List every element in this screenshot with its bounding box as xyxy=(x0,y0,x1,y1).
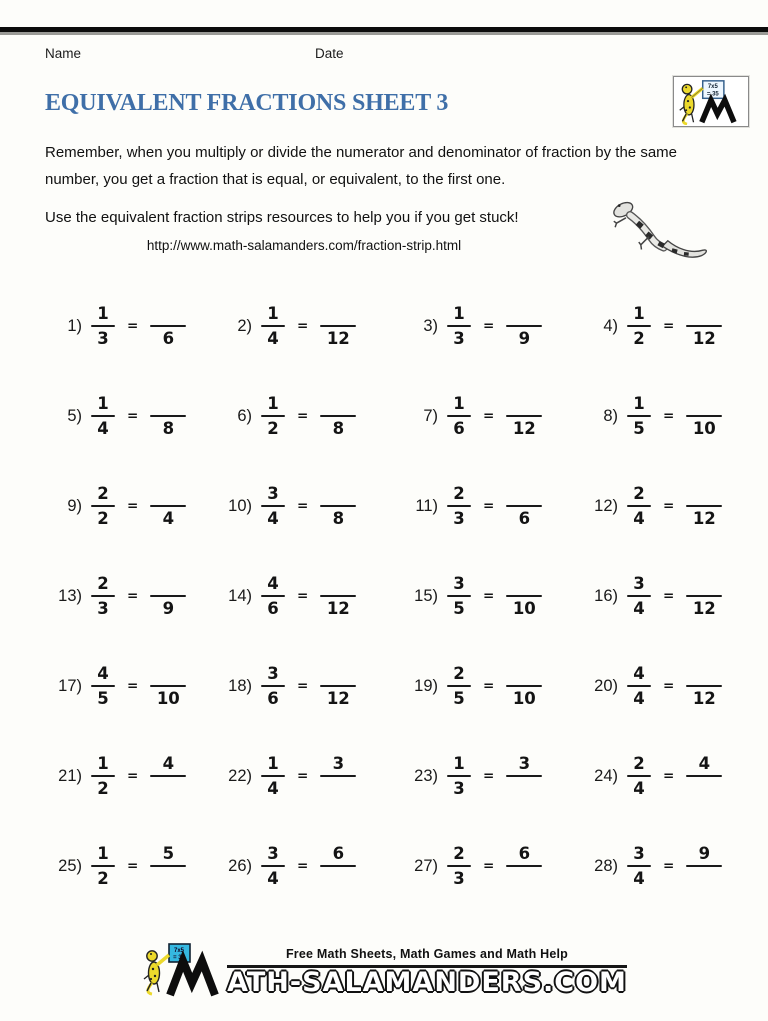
header-row xyxy=(0,46,768,64)
given-fraction xyxy=(261,662,285,711)
fraction-numerator: 4 xyxy=(633,663,645,683)
given-fraction xyxy=(91,842,115,891)
answer-fraction[interactable] xyxy=(686,842,722,891)
answer-fraction[interactable] xyxy=(506,392,542,441)
fraction-numerator: 4 xyxy=(267,573,279,593)
problem xyxy=(406,392,586,441)
problem xyxy=(406,752,586,801)
answer-fraction[interactable] xyxy=(686,572,722,621)
problem-number: 7) xyxy=(423,406,438,425)
problem-number: 12) xyxy=(594,496,618,515)
equals-sign: = xyxy=(297,768,309,784)
problem-number: 10) xyxy=(228,496,252,515)
given-fraction xyxy=(447,662,471,711)
problem-number: 4) xyxy=(603,316,618,335)
given-fraction xyxy=(91,392,115,441)
given-fraction xyxy=(627,842,651,891)
answer-denominator[interactable]: 12 xyxy=(692,329,716,349)
problem-number: 16) xyxy=(594,586,618,605)
fraction-numerator: 2 xyxy=(453,843,465,863)
fraction-numerator: 3 xyxy=(453,573,465,593)
fraction-numerator: 2 xyxy=(97,483,109,503)
problem-number: 26) xyxy=(228,856,252,875)
problem-number: 1) xyxy=(67,316,82,335)
fraction-numerator: 1 xyxy=(97,753,109,773)
problem-number: 11) xyxy=(415,496,438,515)
answer-fraction[interactable] xyxy=(320,572,356,621)
problem-number: 20) xyxy=(594,676,618,695)
answer-fraction[interactable] xyxy=(320,752,356,801)
answer-fraction[interactable] xyxy=(150,752,186,801)
given-fraction xyxy=(627,302,651,351)
problem-number: 8) xyxy=(603,406,618,425)
problems-grid xyxy=(50,291,768,901)
problem xyxy=(586,662,746,711)
answer-numerator[interactable] xyxy=(161,302,175,325)
fraction-numerator: 1 xyxy=(267,303,279,323)
answer-numerator[interactable] xyxy=(517,572,531,595)
page-title: EQUIVALENT FRACTIONS SHEET 3 xyxy=(45,90,449,116)
answer-numerator[interactable]: 9 xyxy=(698,843,711,863)
answer-numerator[interactable]: 3 xyxy=(518,753,531,773)
svg-text:= 35: = 35 xyxy=(706,91,719,98)
answer-fraction[interactable] xyxy=(506,842,542,891)
problem xyxy=(220,482,406,531)
equals-sign: = xyxy=(297,588,309,604)
answer-numerator[interactable] xyxy=(161,482,175,505)
answer-numerator[interactable] xyxy=(331,662,345,685)
answer-fraction[interactable] xyxy=(150,482,186,531)
fraction-numerator: 1 xyxy=(267,393,279,413)
problem xyxy=(406,572,586,621)
resource-url: http://www.math-salamanders.com/fraction-strip.html xyxy=(146,237,462,253)
answer-fraction[interactable] xyxy=(320,662,356,711)
problem xyxy=(586,302,746,351)
fraction-denominator: 2 xyxy=(97,779,109,799)
answer-denominator[interactable]: 10 xyxy=(692,419,716,439)
problem-number: 22) xyxy=(228,766,252,785)
equals-sign: = xyxy=(663,768,675,784)
given-fraction xyxy=(627,662,651,711)
answer-numerator[interactable] xyxy=(161,392,175,415)
fraction-numerator: 3 xyxy=(267,663,279,683)
problem-number: 17) xyxy=(58,676,82,695)
given-fraction xyxy=(91,572,115,621)
given-fraction xyxy=(627,482,651,531)
answer-fraction[interactable] xyxy=(150,572,186,621)
answer-numerator[interactable]: 4 xyxy=(162,753,175,773)
answer-numerator[interactable] xyxy=(331,302,345,325)
answer-denominator[interactable]: 12 xyxy=(692,509,716,529)
equals-sign: = xyxy=(127,768,139,784)
answer-denominator[interactable]: 8 xyxy=(162,419,175,439)
answer-fraction[interactable] xyxy=(686,482,722,531)
fraction-denominator: 4 xyxy=(633,509,645,529)
answer-denominator[interactable] xyxy=(161,867,175,890)
fraction-denominator: 6 xyxy=(267,689,279,709)
problem-number: 24) xyxy=(594,766,618,785)
answer-fraction[interactable] xyxy=(686,662,722,711)
hint-row xyxy=(45,207,723,275)
fraction-numerator: 1 xyxy=(97,303,109,323)
answer-denominator[interactable]: 6 xyxy=(518,509,531,529)
answer-fraction[interactable] xyxy=(506,752,542,801)
answer-numerator[interactable]: 6 xyxy=(332,843,345,863)
fraction-denominator: 6 xyxy=(453,419,465,439)
problem-number: 9) xyxy=(67,496,82,515)
fraction-numerator: 3 xyxy=(633,843,645,863)
fraction-numerator: 1 xyxy=(633,393,645,413)
svg-text:7x5: 7x5 xyxy=(174,948,185,954)
answer-fraction[interactable] xyxy=(506,482,542,531)
fraction-denominator: 6 xyxy=(267,599,279,619)
equals-sign: = xyxy=(483,858,495,874)
equals-sign: = xyxy=(663,588,675,604)
problem-number: 25) xyxy=(58,856,82,875)
answer-denominator[interactable] xyxy=(517,777,531,800)
given-fraction xyxy=(447,392,471,441)
problem-number: 15) xyxy=(414,586,438,605)
answer-denominator[interactable]: 12 xyxy=(692,599,716,619)
problem xyxy=(586,842,746,891)
problem xyxy=(220,662,406,711)
answer-fraction[interactable] xyxy=(686,302,722,351)
given-fraction xyxy=(91,662,115,711)
answer-denominator[interactable]: 10 xyxy=(512,599,536,619)
answer-denominator[interactable] xyxy=(697,867,711,890)
problem-number: 23) xyxy=(414,766,438,785)
problem-number: 2) xyxy=(237,316,252,335)
fraction-denominator: 4 xyxy=(267,869,279,889)
answer-fraction[interactable] xyxy=(686,392,722,441)
equals-sign: = xyxy=(483,768,495,784)
equals-sign: = xyxy=(297,408,309,424)
answer-denominator[interactable] xyxy=(331,777,345,800)
top-divider xyxy=(0,27,768,35)
fraction-denominator: 3 xyxy=(453,509,465,529)
problem xyxy=(220,572,406,621)
answer-denominator[interactable]: 9 xyxy=(518,329,531,349)
problem xyxy=(220,392,406,441)
given-fraction xyxy=(91,482,115,531)
hint-text: Use the equivalent fraction strips resources to help you if you get stuck! xyxy=(45,209,519,226)
salamander-logo-icon xyxy=(677,79,745,125)
site-logo xyxy=(673,76,749,127)
salamander-footer-icon xyxy=(141,943,233,997)
fraction-denominator: 4 xyxy=(633,599,645,619)
fraction-denominator: 3 xyxy=(453,329,465,349)
answer-numerator[interactable]: 5 xyxy=(162,843,175,863)
problem xyxy=(220,752,406,801)
fraction-numerator: 3 xyxy=(633,573,645,593)
equals-sign: = xyxy=(483,318,495,334)
fraction-denominator: 2 xyxy=(633,329,645,349)
problem xyxy=(406,842,586,891)
equals-sign: = xyxy=(127,678,139,694)
problem xyxy=(406,662,586,711)
fraction-denominator: 3 xyxy=(97,329,109,349)
problem-number: 14) xyxy=(228,586,252,605)
answer-denominator[interactable]: 12 xyxy=(692,689,716,709)
answer-numerator[interactable] xyxy=(331,392,345,415)
answer-fraction[interactable] xyxy=(320,392,356,441)
fraction-denominator: 4 xyxy=(97,419,109,439)
equals-sign: = xyxy=(663,678,675,694)
answer-fraction[interactable] xyxy=(150,302,186,351)
fraction-numerator: 2 xyxy=(453,663,465,683)
problem xyxy=(220,302,406,351)
fraction-numerator: 2 xyxy=(97,573,109,593)
problem xyxy=(586,572,746,621)
given-fraction xyxy=(261,482,285,531)
problem-number: 21) xyxy=(58,766,82,785)
problem-number: 28) xyxy=(594,856,618,875)
answer-numerator[interactable] xyxy=(697,302,711,325)
answer-denominator[interactable] xyxy=(331,867,345,890)
given-fraction xyxy=(261,572,285,621)
footer-sitename: ATH-SALAMANDERS.COM xyxy=(227,966,627,998)
answer-numerator[interactable] xyxy=(517,662,531,685)
equals-sign: = xyxy=(663,498,675,514)
problem xyxy=(50,662,220,711)
equals-sign: = xyxy=(663,858,675,874)
given-fraction xyxy=(447,482,471,531)
fraction-numerator: 1 xyxy=(97,843,109,863)
svg-text:7x5: 7x5 xyxy=(707,83,718,90)
answer-numerator[interactable]: 6 xyxy=(518,843,531,863)
worksheet-page xyxy=(0,27,768,1021)
fraction-numerator: 1 xyxy=(453,753,465,773)
fraction-denominator: 4 xyxy=(267,779,279,799)
fraction-numerator: 3 xyxy=(267,843,279,863)
fraction-denominator: 3 xyxy=(453,869,465,889)
equals-sign: = xyxy=(297,858,309,874)
fraction-denominator: 2 xyxy=(97,509,109,529)
given-fraction xyxy=(447,842,471,891)
svg-text:= 35: = 35 xyxy=(173,955,186,961)
fraction-denominator: 4 xyxy=(633,689,645,709)
equals-sign: = xyxy=(297,498,309,514)
equals-sign: = xyxy=(483,408,495,424)
equals-sign: = xyxy=(127,498,139,514)
answer-denominator[interactable]: 6 xyxy=(162,329,175,349)
answer-denominator[interactable]: 10 xyxy=(512,689,536,709)
fraction-numerator: 1 xyxy=(453,303,465,323)
given-fraction xyxy=(627,752,651,801)
answer-fraction[interactable] xyxy=(150,392,186,441)
problem xyxy=(586,482,746,531)
name-label: Name xyxy=(45,46,82,61)
fraction-denominator: 2 xyxy=(97,869,109,889)
answer-fraction[interactable] xyxy=(686,752,722,801)
answer-fraction[interactable] xyxy=(506,302,542,351)
given-fraction xyxy=(447,752,471,801)
answer-fraction[interactable] xyxy=(320,482,356,531)
fraction-denominator: 4 xyxy=(633,779,645,799)
answer-denominator[interactable]: 10 xyxy=(156,689,180,709)
equals-sign: = xyxy=(663,318,675,334)
answer-denominator[interactable]: 8 xyxy=(332,509,345,529)
answer-fraction[interactable] xyxy=(320,302,356,351)
equals-sign: = xyxy=(663,408,675,424)
given-fraction xyxy=(91,752,115,801)
answer-denominator[interactable]: 12 xyxy=(326,329,350,349)
equals-sign: = xyxy=(127,858,139,874)
answer-numerator[interactable] xyxy=(161,572,175,595)
given-fraction xyxy=(91,302,115,351)
answer-fraction[interactable] xyxy=(150,662,186,711)
given-fraction xyxy=(627,392,651,441)
answer-denominator[interactable] xyxy=(517,867,531,890)
answer-fraction[interactable] xyxy=(150,842,186,891)
problem-number: 5) xyxy=(67,406,82,425)
answer-denominator[interactable]: 12 xyxy=(326,689,350,709)
footer-logo xyxy=(141,943,627,997)
problem-number: 27) xyxy=(414,856,438,875)
gecko-illustration xyxy=(603,193,711,275)
fraction-denominator: 5 xyxy=(97,689,109,709)
fraction-denominator: 5 xyxy=(633,419,645,439)
problem-number: 3) xyxy=(423,316,438,335)
answer-numerator[interactable]: 4 xyxy=(698,753,711,773)
problem-number: 6) xyxy=(237,406,252,425)
answer-denominator[interactable] xyxy=(161,777,175,800)
problem-number: 19) xyxy=(414,676,438,695)
given-fraction xyxy=(447,572,471,621)
answer-numerator[interactable] xyxy=(517,302,531,325)
answer-fraction[interactable] xyxy=(506,662,542,711)
given-fraction xyxy=(261,302,285,351)
problem xyxy=(50,752,220,801)
problem xyxy=(50,482,220,531)
answer-numerator[interactable]: 3 xyxy=(332,753,345,773)
problem xyxy=(586,752,746,801)
fraction-denominator: 4 xyxy=(267,509,279,529)
answer-numerator[interactable] xyxy=(697,662,711,685)
answer-numerator[interactable] xyxy=(697,482,711,505)
fraction-numerator: 2 xyxy=(633,753,645,773)
answer-numerator[interactable] xyxy=(331,482,345,505)
equals-sign: = xyxy=(127,588,139,604)
answer-numerator[interactable] xyxy=(697,572,711,595)
answer-denominator[interactable] xyxy=(697,777,711,800)
given-fraction xyxy=(261,392,285,441)
problem xyxy=(50,392,220,441)
equals-sign: = xyxy=(297,318,309,334)
fraction-numerator: 1 xyxy=(633,303,645,323)
equals-sign: = xyxy=(127,408,139,424)
answer-numerator[interactable] xyxy=(517,482,531,505)
fraction-numerator: 1 xyxy=(453,393,465,413)
fraction-denominator: 5 xyxy=(453,599,465,619)
answer-denominator[interactable]: 9 xyxy=(162,599,175,619)
fraction-denominator: 5 xyxy=(453,689,465,709)
given-fraction xyxy=(447,302,471,351)
equals-sign: = xyxy=(483,588,495,604)
fraction-numerator: 1 xyxy=(267,753,279,773)
intro-paragraph: Remember, when you multiply or divide the numerator and denominator of fraction by the same number, you get a fraction that is equal, or equivalent, to the first one. xyxy=(45,144,677,188)
date-label: Date xyxy=(315,46,344,61)
fraction-numerator: 2 xyxy=(453,483,465,503)
fraction-denominator: 4 xyxy=(267,329,279,349)
answer-denominator[interactable]: 8 xyxy=(332,419,345,439)
answer-denominator[interactable]: 12 xyxy=(326,599,350,619)
given-fraction xyxy=(261,842,285,891)
fraction-denominator: 2 xyxy=(267,419,279,439)
footer-tagline: Free Math Sheets, Math Games and Math Help xyxy=(227,947,627,968)
problem xyxy=(406,302,586,351)
fraction-denominator: 4 xyxy=(633,869,645,889)
fraction-numerator: 4 xyxy=(97,663,109,683)
answer-numerator[interactable] xyxy=(517,392,531,415)
answer-numerator[interactable] xyxy=(161,662,175,685)
fraction-numerator: 1 xyxy=(97,393,109,413)
problem-number: 13) xyxy=(58,586,82,605)
answer-fraction[interactable] xyxy=(506,572,542,621)
equals-sign: = xyxy=(483,678,495,694)
problem xyxy=(406,482,586,531)
fraction-numerator: 3 xyxy=(267,483,279,503)
answer-fraction[interactable] xyxy=(320,842,356,891)
fraction-denominator: 3 xyxy=(97,599,109,619)
fraction-numerator: 2 xyxy=(633,483,645,503)
answer-denominator[interactable]: 12 xyxy=(512,419,536,439)
equals-sign: = xyxy=(483,498,495,514)
problem xyxy=(50,572,220,621)
problem xyxy=(50,302,220,351)
answer-numerator[interactable] xyxy=(697,392,711,415)
problem-number: 18) xyxy=(228,676,252,695)
fraction-denominator: 3 xyxy=(453,779,465,799)
problem xyxy=(50,842,220,891)
problem xyxy=(220,842,406,891)
given-fraction xyxy=(261,752,285,801)
equals-sign: = xyxy=(127,318,139,334)
answer-numerator[interactable] xyxy=(331,572,345,595)
equals-sign: = xyxy=(297,678,309,694)
answer-denominator[interactable]: 4 xyxy=(162,509,175,529)
given-fraction xyxy=(627,572,651,621)
problem xyxy=(586,392,746,441)
